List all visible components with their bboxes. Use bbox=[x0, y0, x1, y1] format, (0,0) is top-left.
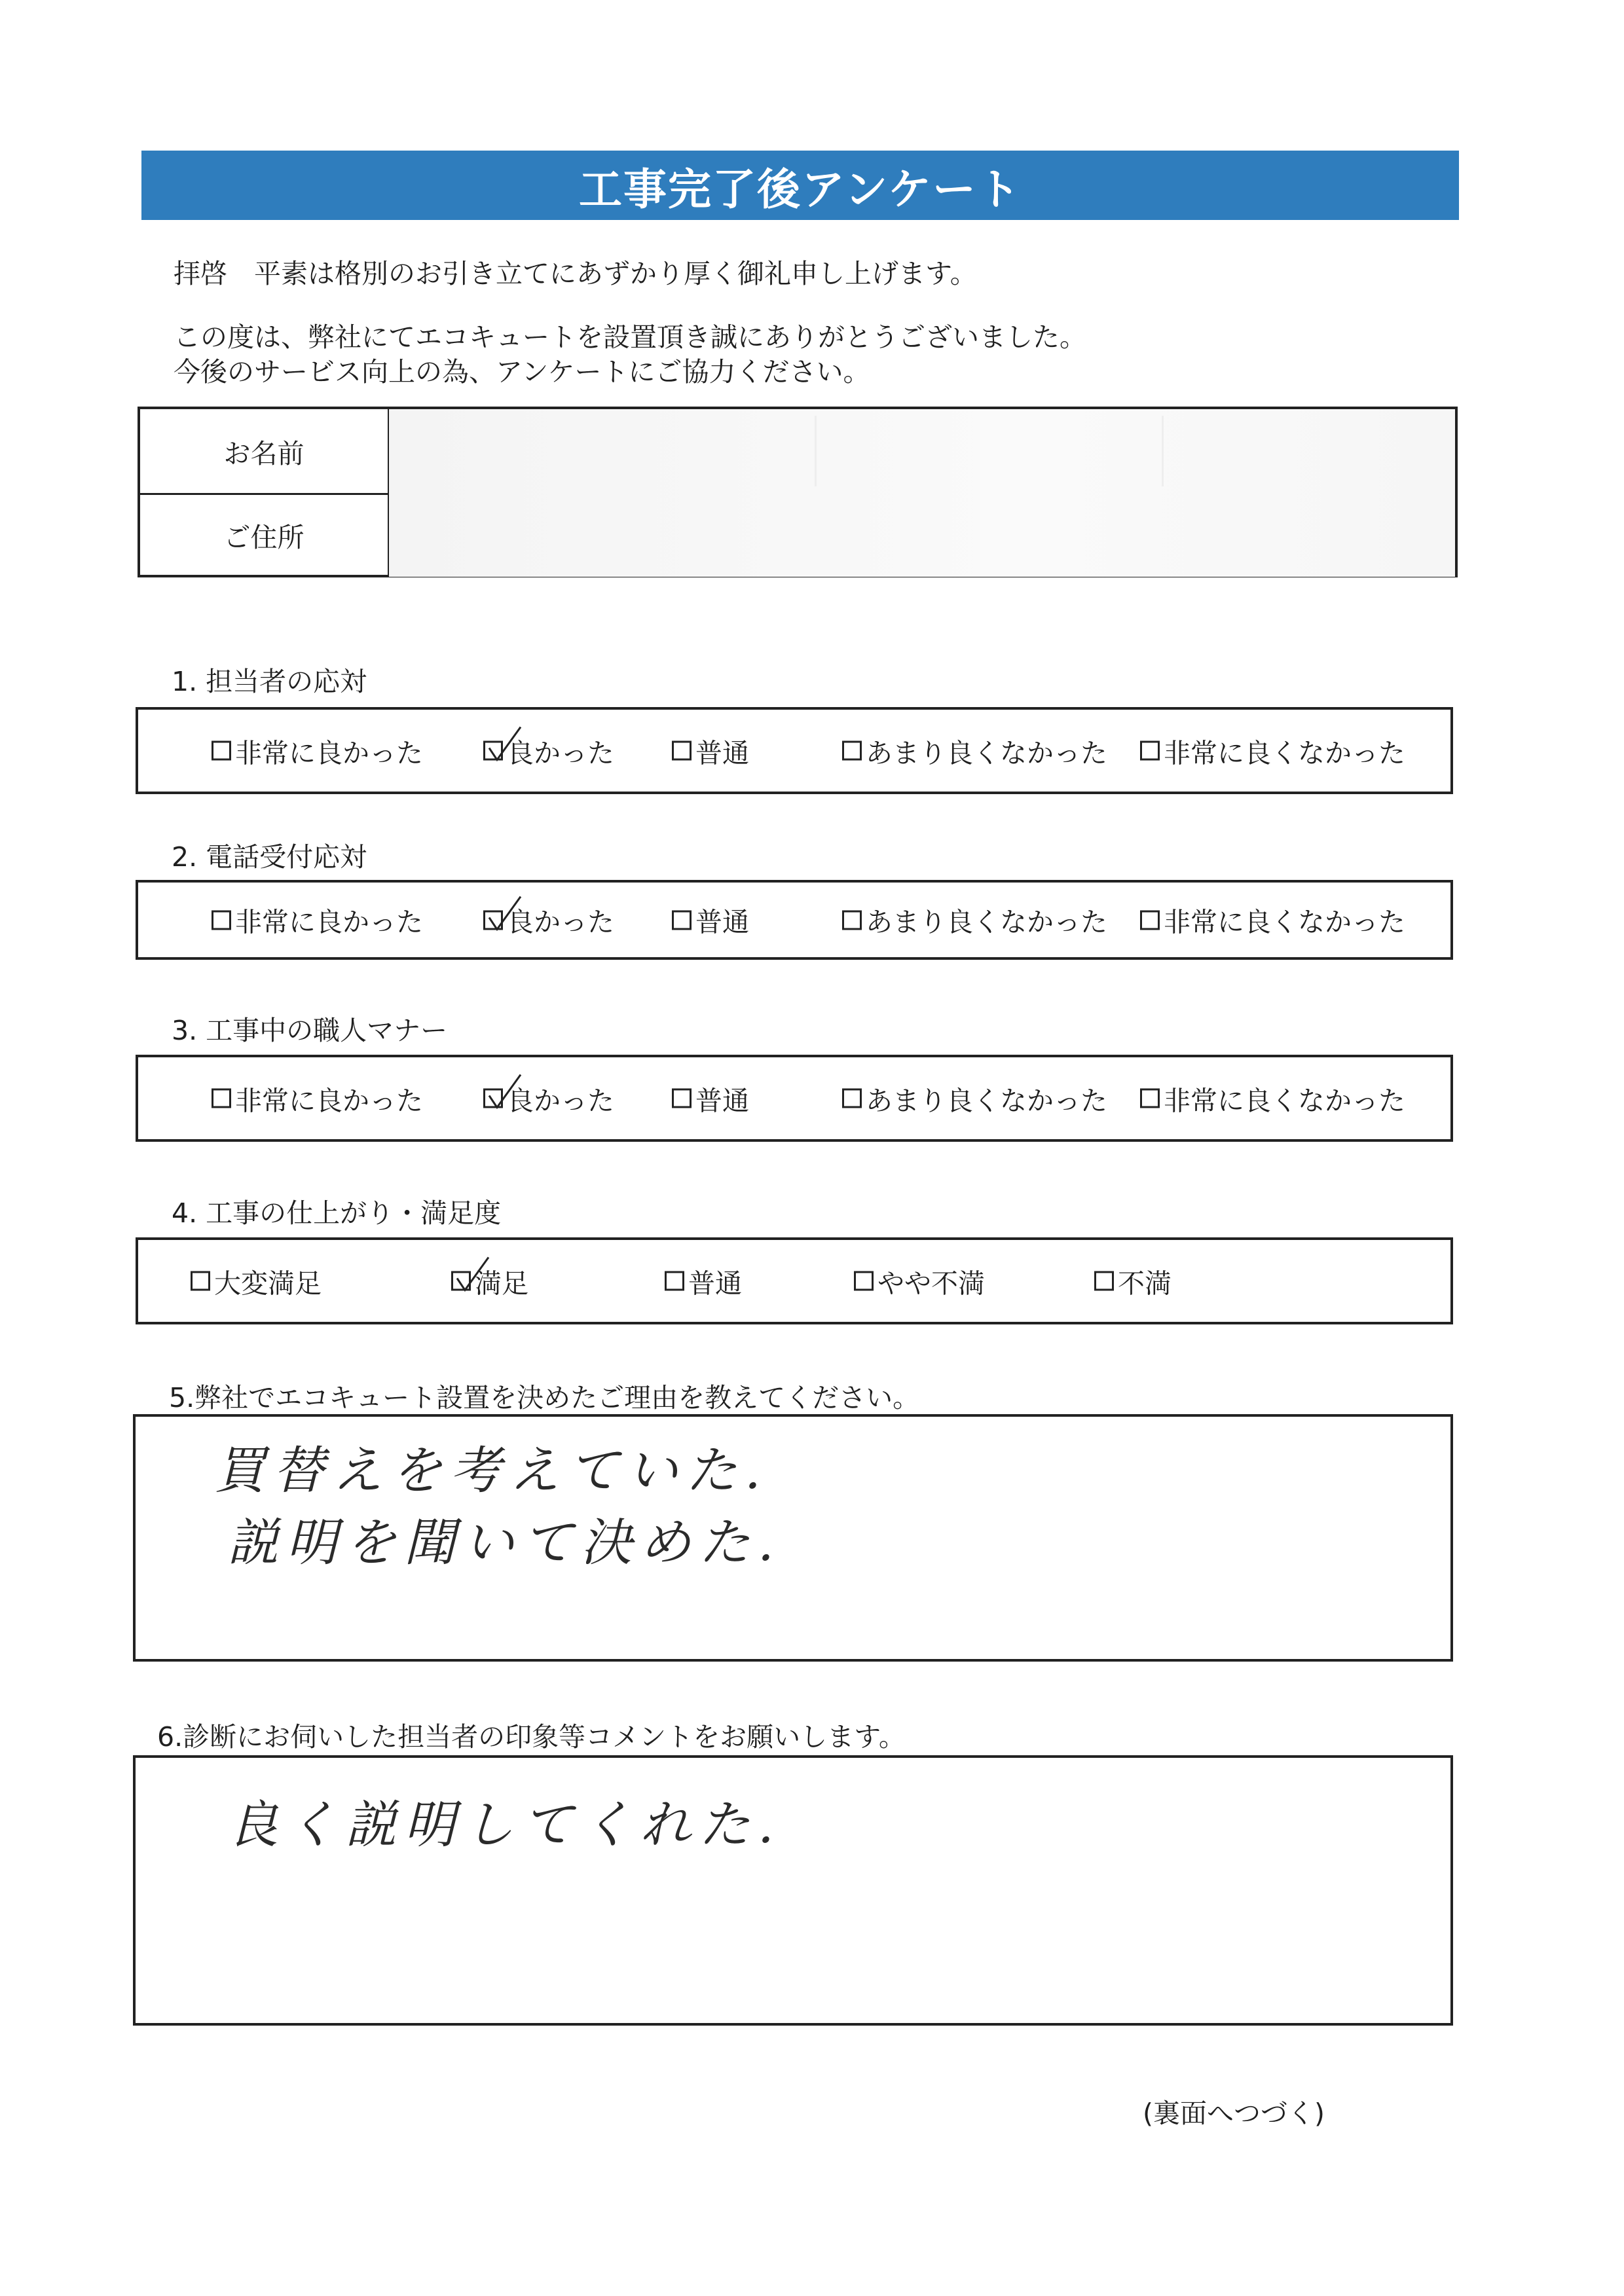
checkmark-icon bbox=[488, 726, 527, 765]
option-label: 良かった bbox=[507, 906, 614, 938]
q1-option-not-good[interactable] bbox=[842, 731, 1107, 770]
option-label: 良かった bbox=[507, 1085, 614, 1116]
checkbox-empty-icon[interactable] bbox=[212, 1089, 231, 1108]
checkbox-empty-icon[interactable] bbox=[672, 741, 692, 761]
q3-option-normal[interactable] bbox=[672, 1079, 749, 1118]
q1-option-normal[interactable] bbox=[672, 731, 749, 770]
checkbox-empty-icon[interactable] bbox=[1140, 1089, 1160, 1108]
intro-greeting: 拝啓 平素は格別のお引き立てにあずかり厚く御礼申し上げます。 bbox=[174, 258, 977, 289]
option-label: 非常に良かった bbox=[235, 1085, 423, 1116]
q4-option-satisfied[interactable] bbox=[451, 1262, 528, 1300]
address-row bbox=[140, 493, 1455, 577]
q1-option-very-good[interactable] bbox=[212, 731, 423, 770]
q5-heading: 5.弊社でエコキュート設置を決めたご理由を教えてください。 bbox=[169, 1382, 920, 1413]
option-label: 非常に良くなかった bbox=[1164, 737, 1405, 769]
q1-option-good[interactable] bbox=[483, 731, 614, 770]
q2-option-very-good[interactable] bbox=[212, 901, 423, 939]
option-label: 普通 bbox=[695, 906, 749, 938]
q4-option-dissatisfied[interactable] bbox=[1094, 1262, 1172, 1300]
option-label: 非常に良かった bbox=[235, 906, 423, 938]
option-label: 普通 bbox=[688, 1267, 742, 1299]
q3-option-very-good[interactable] bbox=[212, 1079, 423, 1118]
q5-handwritten-line1: 買替えを考えていた. bbox=[214, 1442, 769, 1501]
checkbox-empty-icon[interactable] bbox=[191, 1271, 210, 1291]
option-label: 良かった bbox=[507, 737, 614, 769]
checkbox-empty-icon[interactable] bbox=[672, 1089, 692, 1108]
q4-options-box bbox=[136, 1237, 1453, 1324]
checkbox-empty-icon[interactable] bbox=[672, 910, 692, 930]
q3-options-box bbox=[136, 1055, 1453, 1142]
checkbox-checked-icon[interactable] bbox=[483, 910, 503, 930]
q1-options-box bbox=[136, 707, 1453, 794]
name-label: お名前 bbox=[140, 409, 390, 493]
q2-heading: 2. 電話受付応対 bbox=[172, 841, 367, 873]
q5-answer-box[interactable] bbox=[133, 1414, 1453, 1662]
q2-option-good[interactable] bbox=[483, 901, 614, 939]
option-label: あまり良くなかった bbox=[866, 737, 1107, 769]
name-row bbox=[140, 409, 1455, 495]
checkbox-checked-icon[interactable] bbox=[451, 1271, 471, 1291]
checkmark-icon bbox=[488, 1074, 527, 1113]
customer-info-table bbox=[138, 407, 1458, 577]
survey-title-bar bbox=[141, 151, 1459, 220]
option-label: 大変満足 bbox=[214, 1267, 322, 1299]
continued-on-back-note: (裏面へつづく) bbox=[1143, 2098, 1325, 2129]
q3-option-good[interactable] bbox=[483, 1079, 614, 1118]
checkmark-icon bbox=[488, 895, 527, 934]
q4-heading: 4. 工事の仕上がり・満足度 bbox=[172, 1197, 502, 1229]
q3-option-very-bad[interactable] bbox=[1140, 1079, 1405, 1118]
option-label: 非常に良くなかった bbox=[1164, 906, 1405, 938]
option-label: 非常に良くなかった bbox=[1164, 1085, 1405, 1116]
option-label: あまり良くなかった bbox=[866, 906, 1107, 938]
intro-thanks: この度は、弊社にてエコキュートを設置頂き誠にありがとうございました。 bbox=[174, 321, 1086, 353]
checkbox-empty-icon[interactable] bbox=[854, 1271, 874, 1291]
q2-options-box bbox=[136, 880, 1453, 960]
q1-option-very-bad[interactable] bbox=[1140, 731, 1405, 770]
checkmark-icon bbox=[456, 1256, 495, 1296]
option-label: やや不満 bbox=[877, 1267, 985, 1299]
q2-option-very-bad[interactable] bbox=[1140, 901, 1405, 939]
address-label: ご住所 bbox=[140, 493, 390, 577]
option-label: 満足 bbox=[475, 1267, 528, 1299]
name-field-redacted[interactable] bbox=[389, 409, 1455, 493]
q1-heading: 1. 担当者の応対 bbox=[172, 666, 367, 697]
q6-heading: 6.診断にお伺いした担当者の印象等コメントをお願いします。 bbox=[157, 1721, 906, 1753]
q2-option-not-good[interactable] bbox=[842, 901, 1107, 939]
checkbox-checked-icon[interactable] bbox=[483, 741, 503, 761]
q6-handwritten-line1: 良く説明してくれた. bbox=[227, 1796, 782, 1855]
checkbox-checked-icon[interactable] bbox=[483, 1089, 503, 1108]
checkbox-empty-icon[interactable] bbox=[212, 910, 231, 930]
q3-option-not-good[interactable] bbox=[842, 1079, 1107, 1118]
checkbox-empty-icon[interactable] bbox=[1094, 1271, 1114, 1291]
q2-option-normal[interactable] bbox=[672, 901, 749, 939]
option-label: 普通 bbox=[695, 1085, 749, 1116]
q6-answer-box[interactable] bbox=[133, 1755, 1453, 2026]
option-label: 不満 bbox=[1118, 1267, 1172, 1299]
q5-handwritten-line2: 説明を聞いて決めた. bbox=[227, 1514, 782, 1573]
checkbox-empty-icon[interactable] bbox=[1140, 910, 1160, 930]
q4-option-normal[interactable] bbox=[665, 1262, 742, 1300]
checkbox-empty-icon[interactable] bbox=[1140, 741, 1160, 761]
option-label: 非常に良かった bbox=[235, 737, 423, 769]
checkbox-empty-icon[interactable] bbox=[212, 741, 231, 761]
option-label: 普通 bbox=[695, 737, 749, 769]
checkbox-empty-icon[interactable] bbox=[842, 741, 862, 761]
survey-title: 工事完了後アンケート bbox=[578, 164, 1022, 215]
checkbox-empty-icon[interactable] bbox=[842, 910, 862, 930]
option-label: あまり良くなかった bbox=[866, 1085, 1107, 1116]
q4-option-slightly-dissatisfied[interactable] bbox=[854, 1262, 985, 1300]
address-field-redacted[interactable] bbox=[389, 493, 1455, 577]
checkbox-empty-icon[interactable] bbox=[665, 1271, 684, 1291]
q3-heading: 3. 工事中の職人マナー bbox=[172, 1015, 448, 1046]
q4-option-very-satisfied[interactable] bbox=[191, 1262, 322, 1300]
checkbox-empty-icon[interactable] bbox=[842, 1089, 862, 1108]
intro-request: 今後のサービス向上の為、アンケートにご協力ください。 bbox=[174, 356, 870, 388]
